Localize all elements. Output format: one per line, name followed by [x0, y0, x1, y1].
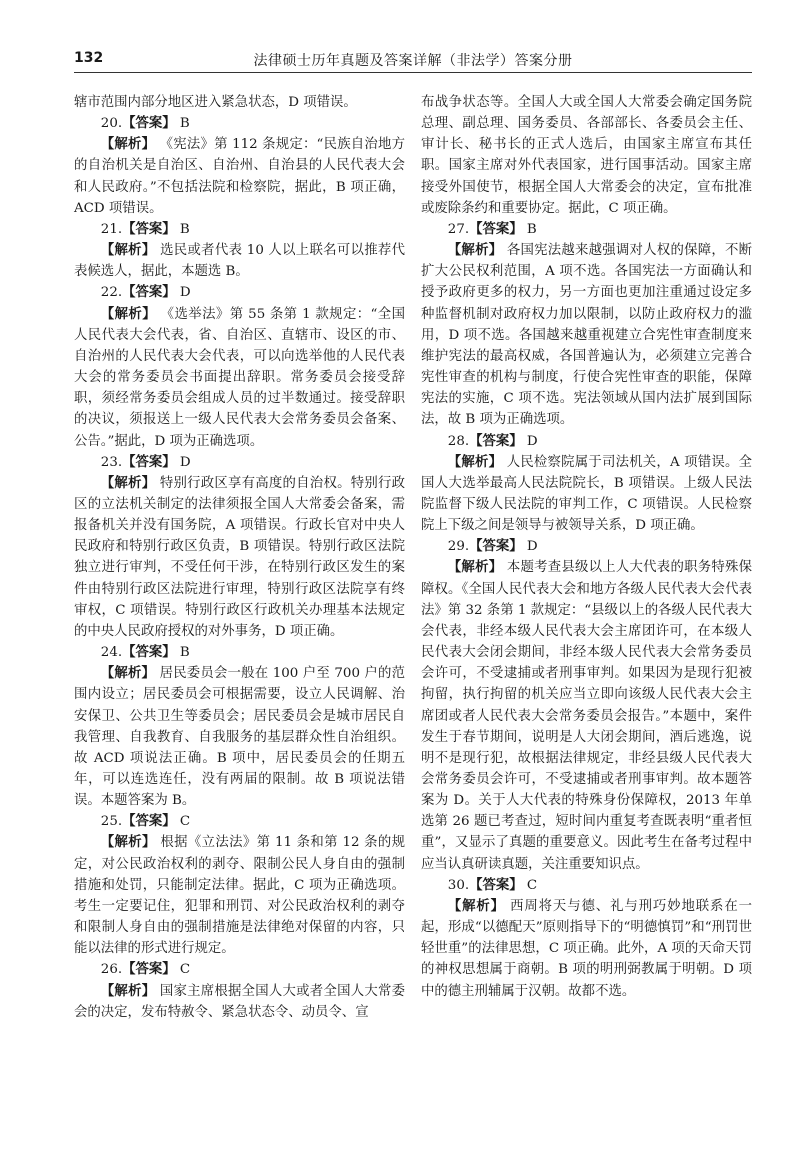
analysis-label: 【解析】	[447, 559, 503, 576]
analysis-label: 【解析】	[100, 665, 156, 682]
answer-label: 【答案】	[469, 432, 523, 449]
analysis-paragraph	[74, 473, 405, 642]
analysis-label: 【解析】	[100, 242, 156, 259]
answer-label: 【答案】	[122, 220, 176, 237]
question-number: 26.	[100, 962, 123, 978]
answer-label: 【答案】	[122, 961, 176, 978]
answer-label: 【答案】	[469, 220, 523, 237]
answer-value: C	[175, 814, 191, 830]
analysis-label: 【解析】	[100, 474, 156, 491]
analysis-label: 【解析】	[100, 136, 156, 153]
answer-line	[74, 452, 405, 473]
answer-label: 【答案】	[122, 813, 176, 830]
analysis-text: 居民委员会一般在 100 户至 700 户的范围内设立；居民委员会可根据需要，设立人民调解、治安保卫、公共卫生等委员会；居民委员会是城市居民自我管理、自我教育、自我服务的基层群众性自治组织。故 ACD 项说法正确。B 项中，居民委员会的任期五年，可以连选连任，没有两届的限制。故 B 项说法错误。本题答案为 B。	[74, 666, 405, 809]
answer-line	[74, 642, 405, 663]
analysis-paragraph	[421, 240, 752, 430]
answer-value: B	[175, 645, 190, 661]
continued-paragraph: 辖市范围内部分地区进入紧急状态，D 项错误。	[74, 95, 357, 110]
analysis-paragraph	[421, 896, 752, 1002]
answer-label: 【答案】	[469, 876, 523, 893]
answer-line	[74, 811, 405, 832]
analysis-label: 【解析】	[100, 305, 157, 322]
analysis-text: 西周将天与德、礼与刑巧妙地联系在一起，形成“以德配天”原则指导下的“明德慎罚”和“刑罚世轻世重”的法律思想，C 项正确。此外，A 项的天命天罚的神权思想属于商朝。B 项的明刑弼教属于明朝。D 项中的德主刑辅属于汉朝。故都不选。	[421, 898, 752, 999]
answer-label: 【答案】	[122, 284, 176, 301]
left-column	[74, 92, 405, 1023]
question-number: 23.	[100, 454, 123, 470]
analysis-label: 【解析】	[447, 897, 505, 914]
analysis-text: 各国宪法越来越强调对人权的保障，不断扩大公民权利范围，A 项不选。各国宪法一方面确认和授予政府更多的权力，另一方面也更加注重通过设定多种监督机制对政府权力加以限制，以防止政府权力的滥用，D 项不选。各国越来越重视建立合宪性审查制度来维护宪法的最高权威，各国普遍认为，必须建立完善合宪性审查的机构与制度，行使合宪性审查的职能，保障宪法的实施，C 项不选。宪法领域从国内法扩展到国际法，故 B 项为正确选项。	[421, 243, 753, 428]
analysis-label: 【解析】	[447, 242, 503, 259]
answer-value: B	[175, 221, 190, 237]
answer-label: 【答案】	[469, 538, 523, 555]
page-number: 132	[74, 50, 104, 66]
analysis-paragraph	[74, 134, 405, 219]
answer-line	[74, 113, 405, 134]
analysis-text: 特别行政区享有高度的自治权。特别行政区的立法机关制定的法律须报全国人大常委会备案，需报备机关并没有国务院，A 项错误。行政长官对中央人民政府和特别行政区负责，B 项错误。特别行政区法院独立进行审判，不受任何干涉，在特别行政区发生的案件由特别行政区法院进行审理，特别行政区法院享有终审权，C 项错误。特别行政区行政机关办理基本法规定的中央人民政府授权的对外事务，D 项正确。	[74, 475, 406, 639]
analysis-paragraph	[421, 557, 752, 874]
analysis-paragraph	[74, 663, 405, 811]
analysis-label: 【解析】	[100, 834, 156, 851]
question-number: 22.	[100, 285, 123, 301]
analysis-paragraph	[74, 304, 405, 452]
answer-line	[421, 536, 752, 557]
analysis-text: 《宪法》第 112 条规定：“民族自治地方的自治机关是自治区、自治州、自治县的人民代表大会和人民政府。”不包括法院和检察院，据此，B 项正确，ACD 项错误。	[74, 137, 405, 216]
answer-value: B	[522, 221, 537, 237]
analysis-paragraph	[421, 452, 752, 537]
analysis-paragraph	[74, 240, 405, 282]
analysis-text: 根据《立法法》第 11 条和第 12 条的规定，对公民政治权利的剥夺、限制公民人身自由的强制措施和处罚，只能制定法律。据此，C 项为正确选项。考生一定要记住，犯罪和刑罚、对公民政治权利的剥夺和限制人身自由的强制措施是法律绝对保留的内容，只能以法律的形式进行规定。	[74, 835, 405, 957]
running-title: 法律硕士历年真题及答案详解（非法学）答案分册	[253, 53, 573, 69]
question-number: 28.	[447, 433, 470, 449]
answer-value: D	[522, 433, 538, 449]
analysis-text: 人民检察院属于司法机关，A 项错误。全国人大选举最高人民法院院长，B 项错误。上级人民法院监督下级人民法院的审判工作，C 项错误。人民检察院上下级之间是领导与被领导关系，D 项正确。	[421, 454, 752, 534]
analysis-label: 【解析】	[100, 982, 156, 999]
answer-value: D	[175, 285, 191, 301]
answer-value: C	[522, 877, 538, 893]
answer-line	[74, 959, 405, 980]
answer-value: D	[522, 539, 538, 555]
question-number: 29.	[447, 539, 470, 555]
answer-line	[74, 219, 405, 240]
answer-line	[74, 282, 405, 303]
answer-label: 【答案】	[122, 644, 176, 661]
question-number: 25.	[100, 814, 123, 830]
answer-value: B	[175, 116, 190, 132]
question-number: 27.	[447, 221, 470, 237]
answer-line	[421, 219, 752, 240]
question-number: 21.	[100, 221, 123, 237]
answer-value: D	[175, 454, 191, 470]
continued-paragraph: 布战争状态等。全国人大或全国人大常委会确定国务院总理、副总理、国务委员、各部部长、各委员会主任、审计长、秘书长的正式人选后，由国家主席宣布其任职。国家主席对外代表国家，进行国事活动。国家主席接受外国使节，根据全国人大常委会的决定，宣布批准或废除条约和重要协定。据此，C 项正确。	[421, 95, 752, 216]
question-number: 24.	[100, 645, 123, 661]
analysis-label: 【解析】	[447, 453, 503, 470]
question-number: 20.	[100, 116, 123, 132]
answer-label: 【答案】	[122, 453, 176, 470]
right-column	[421, 92, 752, 1002]
analysis-paragraph	[74, 832, 405, 959]
analysis-text: 本题考查县级以上人大代表的职务特殊保障权。《全国人民代表大会和地方各级人民代表大会代表法》第 32 条第 1 款规定：“县级以上的各级人民代表大会代表，非经本级人民代表大会主席团许可，在本级人民代表大会闭会期间，非经本级人民代表大会常务委员会许可，不受逮捕或者刑事审判。如果因为是现行犯被拘留，执行拘留的机关应当立即向该级人民代表大会主席团或者人民代表大会常务委员会报告。”本题中，案件发生于春节期间，说明是人大闭会期间，酒后逃逸，说明不是现行犯，故根据法律规定，非经县级人民代表大会常务委员会许可，不受逮捕或者刑事审判。故本题答案为 D。关于人大代表的特殊身份保障权，2013 年单选第 26 题已考查过，短时间内重复考查既表明“重者恒重”，又显示了真题的重要意义。因此考生在备考过程中应当认真研读真题，关注重要知识点。	[421, 560, 753, 872]
question-number: 30.	[447, 877, 470, 893]
page-header	[74, 48, 752, 73]
answer-label: 【答案】	[122, 115, 176, 132]
analysis-text: 选民或者代表 10 人以上联名可以推荐代表候选人，据此，本题选 B。	[74, 243, 406, 280]
answer-value: C	[175, 962, 191, 978]
analysis-text: 国家主席根据全国人大或者全国人大常委会的决定，发布特赦令、紧急状态令、动员令、宣	[74, 983, 406, 1020]
answer-line	[421, 431, 752, 452]
answer-line	[421, 875, 752, 896]
analysis-text: 《选举法》第 55 条第 1 款规定：“全国人民代表大会代表，省、自治区、直辖市、设区的市、自治州的人民代表大会代表，可以向选举他的人民代表大会的常务委员会书面提出辞职。常务委员会接受辞职，须经常务委员会组成人员的过半数通过。接受辞职的决议，须报送上一级人民代表大会常务委员会备案、公告。”据此，D 项为正确选项。	[74, 306, 406, 449]
analysis-paragraph	[74, 981, 405, 1023]
